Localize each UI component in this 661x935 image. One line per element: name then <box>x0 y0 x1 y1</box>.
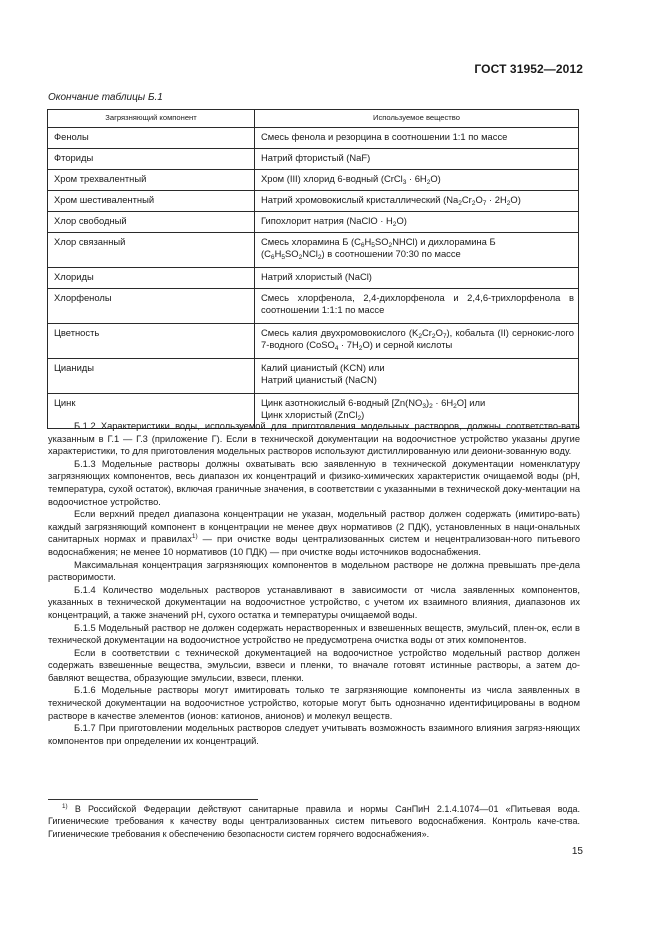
component-cell: Хлорфенолы <box>48 288 255 323</box>
component-cell: Цинк <box>48 393 255 428</box>
substance-cell: Натрий хлористый (NaCl) <box>255 267 579 288</box>
substance-cell: Калий цианистый (KCN) или Натрий цианистый (NaCN) <box>255 358 579 393</box>
component-cell: Хлор связанный <box>48 232 255 267</box>
paragraph: Б.1.5 Модельный раствор не должен содержать нерастворенных и взвешенных веществ, эмульсий, плен-ок, если в технической документации на водоочистное устройство не предусмотрена очистка воды от этих компонентов. <box>48 622 580 646</box>
paragraph: Б.1.2 Характеристики воды, используемой для приготовления модельных растворов, должны соответство-вать указанным в Г.1 — Г.3 (приложение Г). Если в технической документации на водоочистное устройство указаны другие характеристики, то для приготовления модельных растворов используют дистиллированную или деиони-зованную воду. <box>48 421 580 457</box>
paragraph: Б.1.6 Модельные растворы могут имитировать только те загрязняющие компоненты из числа заявленных в технической документации на водоочистное устройство, которые могут быть однозначно идентифицированы в водном растворе в качестве элементов (ионов: катионов, анионов) и молекул веществ. <box>48 685 580 721</box>
table-caption: Окончание таблицы Б.1 <box>48 92 163 103</box>
table-row <box>48 169 579 190</box>
table-row <box>48 148 579 169</box>
document-code: ГОСТ 31952—2012 <box>474 62 583 76</box>
paragraph: Максимальная концентрация загрязняющих компонентов в модельном растворе не должна превышать пре-дела растворимости. <box>48 559 580 583</box>
page-number: 15 <box>571 846 583 857</box>
substances-table <box>47 109 579 429</box>
table-row <box>48 190 579 211</box>
substance-cell: Цинк азотнокислый 6-водный $[Zn(NO_3)_2 \cdot 6H_2O]$ или Цинк хлористый (ZnCl$_2$) <box>255 393 579 428</box>
substance-cell: Хром (III) хлорид 6-водный (CrCl$_3$ · $6H_2O$) <box>255 169 579 190</box>
table-row <box>48 323 579 358</box>
component-cell: Фенолы <box>48 127 255 148</box>
substance-cell: Смесь фенола и резорцина в соотношении 1:1 по массе <box>255 127 579 148</box>
table-row <box>48 232 579 267</box>
substance-cell: Натрий хромовокислый кристаллический $(Na_2Cr_2O_7 \cdot 2H_2O)$ <box>255 190 579 211</box>
table-row <box>48 267 579 288</box>
footnote-divider <box>48 799 258 800</box>
paragraph: Б.1.4 Количество модельных растворов устанавливают в зависимости от числа заявленных компонентов, указанных в технической документации на водоочистное устройство, с учетом их взаимного влияния, диапазонов их концентраций, а также значений рН, сухого остатка и температуры очищаемой воды. <box>48 584 580 620</box>
substance-cell: Натрий фтористый (NaF) <box>255 148 579 169</box>
body-text <box>48 420 580 747</box>
component-cell: Хром трехвалентный <box>48 169 255 190</box>
column-header-substance: Используемое вещество <box>255 110 579 128</box>
table-row <box>48 211 579 232</box>
component-cell: Фториды <box>48 148 255 169</box>
paragraph: Если верхний предел диапазона концентрации не указан, модельный раствор должен содержать (имитиро-вать) каждый загрязняющий компонент в концентрации не менее двух нормативов (2 ПДК), установленных в наци-ональных санитарных нормах и правилах$^{1)}$ — при очистке воды централизованных систем и нецентрализован-ного питьевого водоснабжения; не менее 10 нормативов (10 ПДК) — при очистке воды источников водоснабжения. <box>48 509 580 557</box>
substance-cell: Смесь калия двухромовокислого $(K_2Cr_2O_7)$, кобальта (II) сернокис-лого 7-водного (CoSO$_4$ · $7H_2O$) и серной кислоты <box>255 323 579 358</box>
component-cell: Хром шестивалентный <box>48 190 255 211</box>
paragraph: Б.1.3 Модельные растворы должны охватывать всю заявленную в технической документации номенклатуру загрязняющих компонентов, весь диапазон их концентраций и физико-химических характеристик очищаемой воды (рН, температура, сухой остаток), включая граничные значения, в соответствии с указанными в технической доку-ментации на водоочистное устройство. <box>48 458 580 507</box>
footnote-marker: 1) <box>62 803 68 810</box>
paragraph: Если в соответствии с технической документацией на водоочистное устройство модельный раствор должен содержать взвешенные вещества, эмульсии, взвеси и пленки, то вначале готовят истинные растворы, а затем до-бавляют вещества, образующие эмульсии, взвеси, пленки. <box>48 647 580 683</box>
substance-cell: Гипохлорит натрия (NaClO · $H_2O$) <box>255 211 579 232</box>
table-row <box>48 127 579 148</box>
component-cell: Цианиды <box>48 358 255 393</box>
footnote-ref: 1) <box>191 533 198 541</box>
column-header-component: Загрязняющий компонент <box>48 110 255 128</box>
component-cell: Хлориды <box>48 267 255 288</box>
substance-cell: Смесь хлорфенола, 2,4-дихлорфенола и 2,4,6-трихлорфенола в соотношении 1:1:1 по массе <box>255 288 579 323</box>
paragraph: Б.1.7 При приготовлении модельных растворов следует учитывать возможность взаимного влияния загряз-няющих компонентов при определении их концентраций. <box>48 723 580 746</box>
table-row <box>48 288 579 323</box>
table-row <box>48 358 579 393</box>
component-cell: Хлор свободный <box>48 211 255 232</box>
component-cell: Цветность <box>48 323 255 358</box>
substance-cell: Смесь хлорамина Б $(C_6H_5SO_2NHCl)$ и дихлорамина Б $(C_6H_5SO_2NCl_2)$ в соотношении 70:30 по массе <box>255 232 579 267</box>
footnote: $^{1)}$ В Российской Федерации действуют санитарные правила и нормы СанПиН 2.1.4.1074—01 «Питьевая вода. Гигиенические требования к качеству воды централизованных систем питьевого водоснабжения. Контроль каче-ства. Гигиенические требования к обеспечению безопасности систем горячего водоснабжения». <box>48 803 580 839</box>
table-header-row <box>48 110 579 128</box>
